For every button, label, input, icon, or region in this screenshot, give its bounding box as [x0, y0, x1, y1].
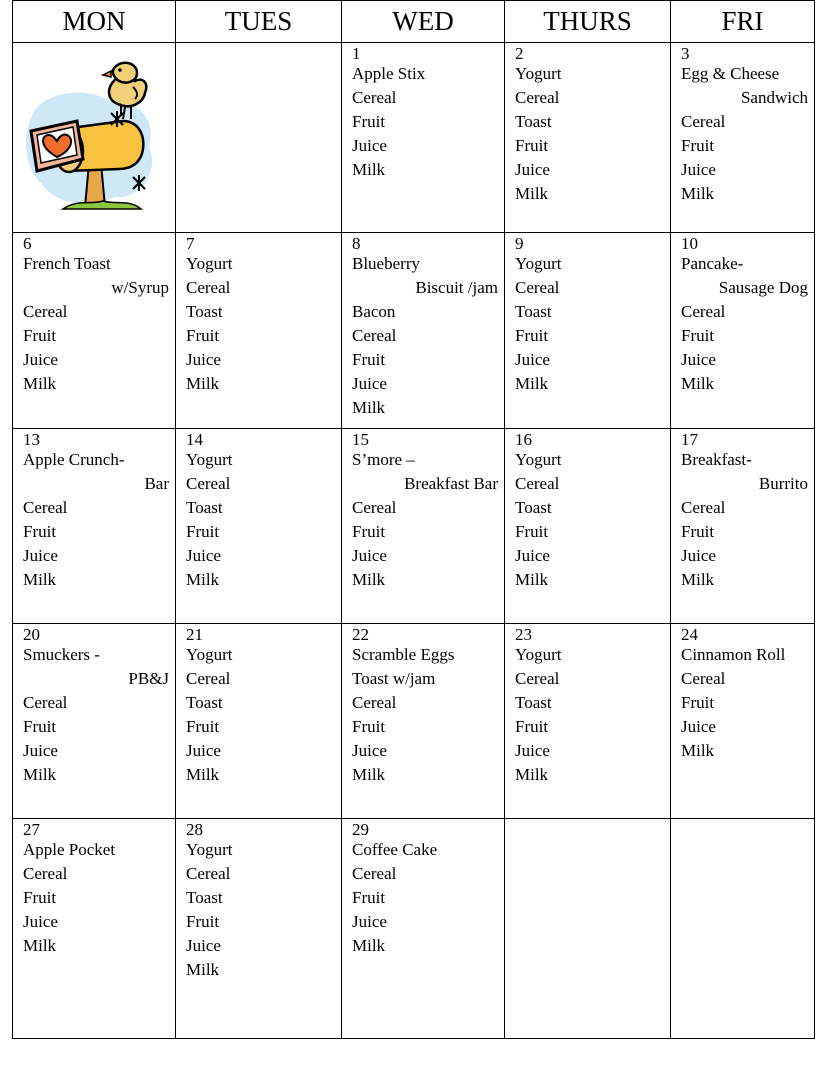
- menu-item: w/Syrup: [111, 278, 169, 297]
- day-cell-mon: [13, 819, 176, 1039]
- menu-item: PB&J: [128, 669, 169, 688]
- menu-item: Juice: [515, 350, 550, 369]
- day-menu: [176, 429, 341, 592]
- day-menu: [13, 819, 175, 958]
- day-number: 23: [515, 625, 532, 644]
- day-cell-tues: [176, 624, 342, 819]
- menu-item: Milk: [186, 374, 220, 393]
- menu-item: Cereal: [681, 302, 726, 321]
- calendar-week-row: [13, 624, 815, 819]
- menu-item: Yogurt: [515, 254, 562, 273]
- menu-item: Toast: [186, 888, 223, 907]
- menu-item: Juice: [352, 374, 387, 393]
- menu-item: Toast: [515, 498, 552, 517]
- menu-item: Toast: [515, 302, 552, 321]
- menu-item: Juice: [352, 546, 387, 565]
- menu-item: Juice: [186, 350, 221, 369]
- day-number: 28: [186, 820, 203, 839]
- menu-item: Juice: [681, 546, 716, 565]
- menu-item: Fruit: [515, 717, 549, 736]
- menu-item: Fruit: [23, 717, 57, 736]
- menu-item: Juice: [23, 546, 58, 565]
- day-cell-fri: [671, 624, 815, 819]
- day-menu: [342, 624, 504, 787]
- day-cell-fri: [671, 43, 815, 233]
- day-menu: [176, 233, 341, 396]
- day-menu: [505, 429, 670, 592]
- day-cell-thurs: [505, 819, 671, 1039]
- day-number: 2: [515, 44, 524, 63]
- calendar-week-row: [13, 43, 815, 233]
- menu-item: Breakfast Bar: [404, 474, 498, 493]
- day-menu: [176, 624, 341, 787]
- day-cell-tues: [176, 233, 342, 429]
- menu-item: Fruit: [352, 522, 386, 541]
- menu-item: Cereal: [352, 498, 397, 517]
- day-cell-wed: [342, 429, 505, 624]
- menu-item: Fruit: [681, 693, 715, 712]
- menu-item: Fruit: [515, 522, 549, 541]
- header-wed: WED: [342, 1, 505, 43]
- day-number: 9: [515, 234, 524, 253]
- menu-item: Fruit: [515, 326, 549, 345]
- menu-item: Milk: [23, 374, 57, 393]
- menu-item: Cereal: [23, 302, 68, 321]
- calendar-week-row: [13, 819, 815, 1039]
- menu-item: Yogurt: [186, 840, 233, 859]
- day-menu: [342, 43, 504, 182]
- menu-item: Egg & Cheese: [681, 64, 780, 83]
- header-fri: FRI: [671, 1, 815, 43]
- menu-item: Milk: [515, 765, 549, 784]
- header-mon: MON: [13, 1, 176, 43]
- menu-item: Biscuit /jam: [415, 278, 498, 297]
- menu-item: Fruit: [681, 522, 715, 541]
- menu-item: Toast: [186, 302, 223, 321]
- menu-item: Fruit: [23, 888, 57, 907]
- menu-item: Cereal: [681, 112, 726, 131]
- calendar-week-row: [13, 233, 815, 429]
- day-menu: [505, 624, 670, 787]
- menu-item: Milk: [515, 184, 549, 203]
- menu-item: Milk: [681, 741, 715, 760]
- menu-item: Milk: [23, 936, 57, 955]
- day-menu: [342, 429, 504, 592]
- day-menu: [176, 819, 341, 982]
- menu-item: Toast: [186, 498, 223, 517]
- menu-item: Cinnamon Roll: [681, 645, 786, 664]
- menu-item: Cereal: [186, 278, 231, 297]
- day-cell-thurs: [505, 233, 671, 429]
- menu-item: Fruit: [352, 717, 386, 736]
- day-number: 3: [681, 44, 690, 63]
- menu-item: Burrito: [758, 474, 808, 493]
- menu-item: Cereal: [515, 88, 560, 107]
- day-cell-wed: [342, 624, 505, 819]
- day-menu: [505, 43, 670, 206]
- menu-item: Milk: [23, 570, 57, 589]
- menu-item: Yogurt: [186, 450, 233, 469]
- day-cell-wed: [342, 233, 505, 429]
- day-number: 17: [681, 430, 698, 449]
- menu-item: Apple Stix: [352, 64, 426, 83]
- day-number: 13: [23, 430, 40, 449]
- header-thurs: THURS: [505, 1, 671, 43]
- menu-item: Yogurt: [515, 64, 562, 83]
- menu-item: Milk: [352, 765, 386, 784]
- menu-item: Juice: [186, 546, 221, 565]
- header-tues: TUES: [176, 1, 342, 43]
- day-number: 15: [352, 430, 369, 449]
- menu-item: Milk: [186, 765, 220, 784]
- day-cell-thurs: [505, 429, 671, 624]
- menu-item: Milk: [186, 960, 220, 979]
- day-cell-mon: [13, 624, 176, 819]
- menu-item: Milk: [186, 570, 220, 589]
- menu-item: Sausage Dog: [718, 278, 808, 297]
- day-number: 7: [186, 234, 195, 253]
- day-number: 8: [352, 234, 361, 253]
- menu-item: Fruit: [352, 888, 386, 907]
- day-number: 21: [186, 625, 203, 644]
- menu-item: Cereal: [186, 864, 231, 883]
- menu-item: Apple Pocket: [23, 840, 116, 859]
- menu-item: Smuckers -: [23, 645, 100, 664]
- calendar-body: [13, 43, 815, 1039]
- menu-item: Sandwich: [740, 88, 808, 107]
- menu-item: Fruit: [681, 326, 715, 345]
- menu-item: Bacon: [352, 302, 396, 321]
- day-menu: [505, 233, 670, 396]
- menu-item: Yogurt: [515, 450, 562, 469]
- day-menu: [671, 43, 814, 206]
- menu-item: Cereal: [352, 326, 397, 345]
- day-cell-thurs: [505, 624, 671, 819]
- day-number: 29: [352, 820, 369, 839]
- menu-item: Cereal: [23, 693, 68, 712]
- breakfast-menu-calendar: [12, 0, 815, 1039]
- menu-item: Yogurt: [515, 645, 562, 664]
- menu-item: Yogurt: [186, 645, 233, 664]
- menu-item: Milk: [352, 398, 386, 417]
- menu-item: S’more –: [352, 450, 415, 469]
- day-menu: [342, 819, 504, 958]
- menu-item: Juice: [515, 546, 550, 565]
- menu-item: Fruit: [23, 522, 57, 541]
- menu-item: Cereal: [352, 693, 397, 712]
- day-cell-mon: [13, 233, 176, 429]
- day-cell-thurs: [505, 43, 671, 233]
- menu-item: Milk: [681, 374, 715, 393]
- menu-item: Cereal: [681, 498, 726, 517]
- menu-item: Milk: [681, 570, 715, 589]
- menu-item: Juice: [186, 741, 221, 760]
- menu-item: Fruit: [681, 136, 715, 155]
- day-cell-fri: [671, 429, 815, 624]
- menu-item: Fruit: [515, 136, 549, 155]
- day-cell-fri: [671, 233, 815, 429]
- day-menu: [13, 233, 175, 396]
- menu-item: Yogurt: [186, 254, 233, 273]
- day-cell-mon: [13, 43, 176, 233]
- menu-item: Toast: [515, 112, 552, 131]
- menu-item: Cereal: [186, 669, 231, 688]
- menu-item: Cereal: [23, 498, 68, 517]
- day-number: 14: [186, 430, 203, 449]
- day-cell-tues: [176, 819, 342, 1039]
- menu-item: Juice: [23, 741, 58, 760]
- menu-item: Milk: [352, 570, 386, 589]
- menu-item: Cereal: [186, 474, 231, 493]
- menu-item: Fruit: [23, 326, 57, 345]
- menu-item: Juice: [186, 936, 221, 955]
- menu-item: Breakfast-: [681, 450, 752, 469]
- day-number: 22: [352, 625, 369, 644]
- menu-item: Toast: [186, 693, 223, 712]
- menu-item: Juice: [681, 350, 716, 369]
- menu-item: Milk: [352, 936, 386, 955]
- menu-item: Cereal: [23, 864, 68, 883]
- day-cell-tues: [176, 43, 342, 233]
- menu-item: Fruit: [186, 912, 220, 931]
- menu-item: Juice: [681, 717, 716, 736]
- menu-item: Milk: [681, 184, 715, 203]
- menu-item: Cereal: [515, 278, 560, 297]
- menu-item: Juice: [515, 160, 550, 179]
- day-cell-mon: [13, 429, 176, 624]
- menu-item: Cereal: [515, 669, 560, 688]
- menu-item: Cereal: [515, 474, 560, 493]
- calendar-week-row: [13, 429, 815, 624]
- menu-item: Cereal: [352, 864, 397, 883]
- menu-item: Fruit: [352, 350, 386, 369]
- day-number: 6: [23, 234, 32, 253]
- mailbox-bird-clipart-icon: [19, 59, 161, 215]
- menu-item: Juice: [515, 741, 550, 760]
- weekday-header-row: [13, 1, 815, 43]
- menu-item: Pancake-: [681, 254, 744, 273]
- menu-item: Scramble Eggs: [352, 645, 455, 664]
- menu-item: Milk: [23, 765, 57, 784]
- menu-item: Juice: [681, 160, 716, 179]
- day-cell-wed: [342, 43, 505, 233]
- day-cell-wed: [342, 819, 505, 1039]
- day-menu: [13, 624, 175, 787]
- menu-item: Milk: [515, 570, 549, 589]
- menu-item: Juice: [23, 350, 58, 369]
- menu-item: Toast: [515, 693, 552, 712]
- menu-item: Fruit: [352, 112, 386, 131]
- day-number: 20: [23, 625, 40, 644]
- day-menu: [671, 429, 814, 592]
- day-cell-tues: [176, 429, 342, 624]
- menu-item: Blueberry: [352, 254, 420, 273]
- day-number: 24: [681, 625, 698, 644]
- day-number: 16: [515, 430, 532, 449]
- day-number: 1: [352, 44, 361, 63]
- menu-item: Juice: [23, 912, 58, 931]
- menu-item: Juice: [352, 912, 387, 931]
- day-menu: [671, 624, 814, 763]
- day-number: 10: [681, 234, 698, 253]
- day-number: 27: [23, 820, 40, 839]
- menu-item: Cereal: [681, 669, 726, 688]
- day-menu: [342, 233, 504, 420]
- menu-item: Milk: [515, 374, 549, 393]
- menu-item: Milk: [352, 160, 386, 179]
- menu-item: Juice: [352, 741, 387, 760]
- day-menu: [671, 233, 814, 396]
- menu-item: Fruit: [186, 717, 220, 736]
- day-cell-fri: [671, 819, 815, 1039]
- menu-item: Juice: [352, 136, 387, 155]
- menu-item: Fruit: [186, 326, 220, 345]
- menu-item: Cereal: [352, 88, 397, 107]
- day-menu: [13, 429, 175, 592]
- menu-item: Bar: [144, 474, 169, 493]
- menu-item: Toast w/jam: [352, 669, 436, 688]
- menu-item: French Toast: [23, 254, 111, 273]
- menu-item: Fruit: [186, 522, 220, 541]
- menu-item: Apple Crunch-: [23, 450, 125, 469]
- menu-item: Coffee Cake: [352, 840, 438, 859]
